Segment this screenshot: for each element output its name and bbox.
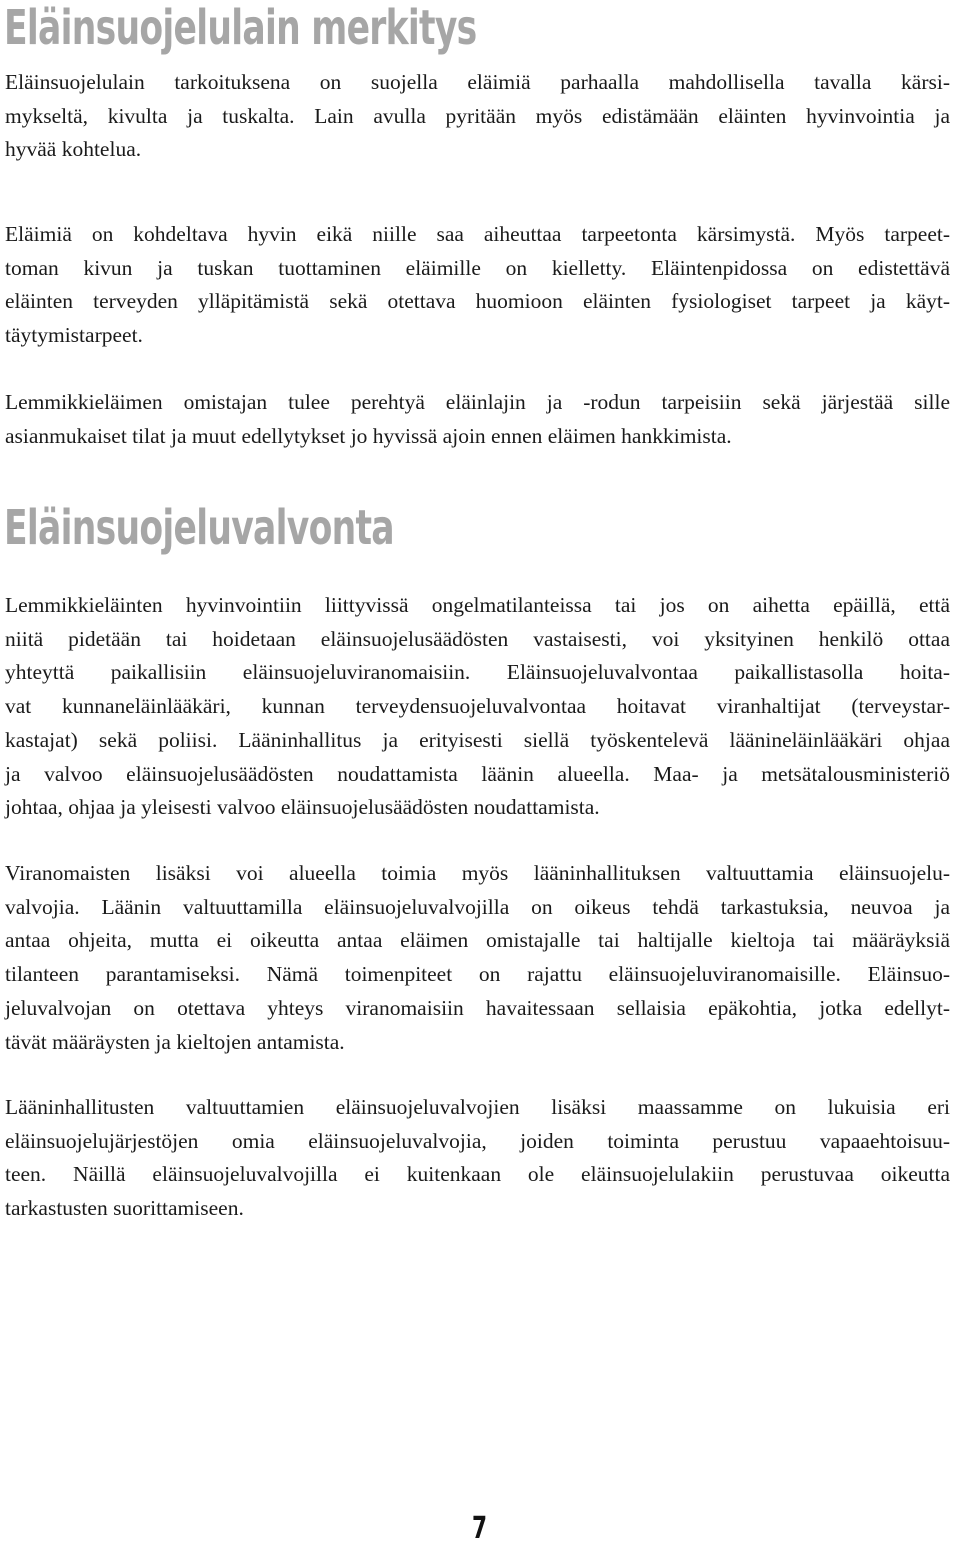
- paragraph-line: teen. Näillä eläinsuojeluvalvojilla ei kuitenkaan ole eläinsuojelulakiin perustuvaa oikeutta: [5, 1162, 950, 1187]
- paragraph-line: valvojia. Läänin valtuuttamilla eläinsuojeluvalvojilla on oikeus tehdä tarkastuksia, neuvoa ja: [5, 894, 950, 919]
- paragraph-line: hyvää kohtelua.: [5, 137, 142, 162]
- paragraph-line: antaa ohjeita, mutta ei oikeutta antaa eläimen omistajalle tai haltijalle kieltoja tai määräyksiä: [5, 928, 950, 953]
- paragraph-line: ja valvoo eläinsuojelusäädösten noudattamista läänin alueella. Maa- ja metsätalousministeriö: [5, 761, 950, 786]
- paragraph: [5, 1091, 950, 1226]
- page-number: 7: [472, 1511, 488, 1546]
- section-heading-purpose: Eläinsuojelulain merkitys: [4, 0, 477, 56]
- paragraph-line: eläinsuojelujärjestöjen omia eläinsuojeluvalvojia, joiden toiminta perustuu vapaaehtoisuu-: [5, 1128, 950, 1153]
- paragraph: [5, 386, 950, 453]
- paragraph-line: toman kivun ja tuskan tuottaminen eläimille on kielletty. Eläintenpidossa on edistettävä: [5, 255, 950, 280]
- paragraph-line: täytymistarpeet.: [5, 323, 143, 348]
- paragraph-line: Eläinsuojelulain tarkoituksena on suojella eläimiä parhaalla mahdollisella tavalla kärsi-: [5, 70, 950, 94]
- paragraph-line: asianmukaiset tilat ja muut edellytykset jo hyvissä ajoin ennen eläimen hankkimista.: [5, 423, 732, 448]
- paragraph-line: tävät määräysten ja kieltojen antamista.: [5, 1029, 345, 1054]
- paragraph-line: Lemmikkieläimen omistajan tulee perehtyä eläinlajin ja -rodun tarpeisiin sekä järjestää sille: [5, 390, 950, 414]
- paragraph-line: tarkastusten suorittamiseen.: [5, 1196, 244, 1221]
- paragraph-line: vat kunnaneläinlääkäri, kunnan terveydensuojeluvalvontaa hoitavat viranhaltijat (terveystar-: [5, 694, 950, 719]
- paragraph-line: tilanteen parantamiseksi. Nämä toimenpiteet on rajattu eläinsuojeluviranomaisille. Eläinsuo-: [5, 962, 950, 987]
- paragraph-line: kastajat) sekä poliisi. Lääninhallitus ja erityisesti siellä työskentelevä lääninеläinlääkäri ohjaa: [5, 727, 950, 752]
- paragraph-line: Eläimiä on kohdeltava hyvin eikä niille saa aiheuttaa tarpeetonta kärsimystä. Myös tarpeet-: [5, 222, 950, 246]
- paragraph: [5, 589, 950, 825]
- section-heading-supervision: Eläinsuojeluvalvonta: [4, 500, 394, 556]
- paragraph-line: Lääninhallitusten valtuuttamien eläinsuojeluvalvojien lisäksi maassamme on lukuisia eri: [5, 1095, 950, 1119]
- paragraph-line: niitä pidetään tai hoidetaan eläinsuojelusäädösten vastaisesti, voi yksityinen henkilö ottaa: [5, 626, 950, 651]
- paragraph-line: yhteyttä paikallisiin eläinsuojeluviranomaisiin. Eläinsuojeluvalvontaa paikallistasolla hoita-: [5, 660, 950, 685]
- paragraph-line: Viranomaisten lisäksi voi alueella toimia myös lääninhallituksen valtuuttamia eläinsuojelu-: [5, 861, 950, 885]
- paragraph: [5, 857, 950, 1059]
- paragraph-line: jeluvalvojan on otettava yhteys viranomaisiin havaitessaan sellaisia epäkohtia, jotka edellyt-: [5, 995, 950, 1020]
- paragraph: [5, 218, 950, 353]
- paragraph-line: mykseltä, kivulta ja tuskalta. Lain avulla pyritään myös edistämään eläinten hyvinvointia ja: [5, 103, 950, 128]
- paragraph: [5, 66, 950, 167]
- paragraph-line: johtaa, ohjaa ja yleisesti valvoo eläinsuojelusäädösten noudattamista.: [5, 795, 600, 820]
- paragraph-line: eläinten terveyden ylläpitämistä sekä otettava huomioon eläinten fysiologiset tarpeet ja käyt-: [5, 289, 950, 314]
- paragraph-line: Lemmikkieläinten hyvinvointiin liittyvissä ongelmatilanteissa tai jos on aihetta epäillä, että: [5, 593, 950, 617]
